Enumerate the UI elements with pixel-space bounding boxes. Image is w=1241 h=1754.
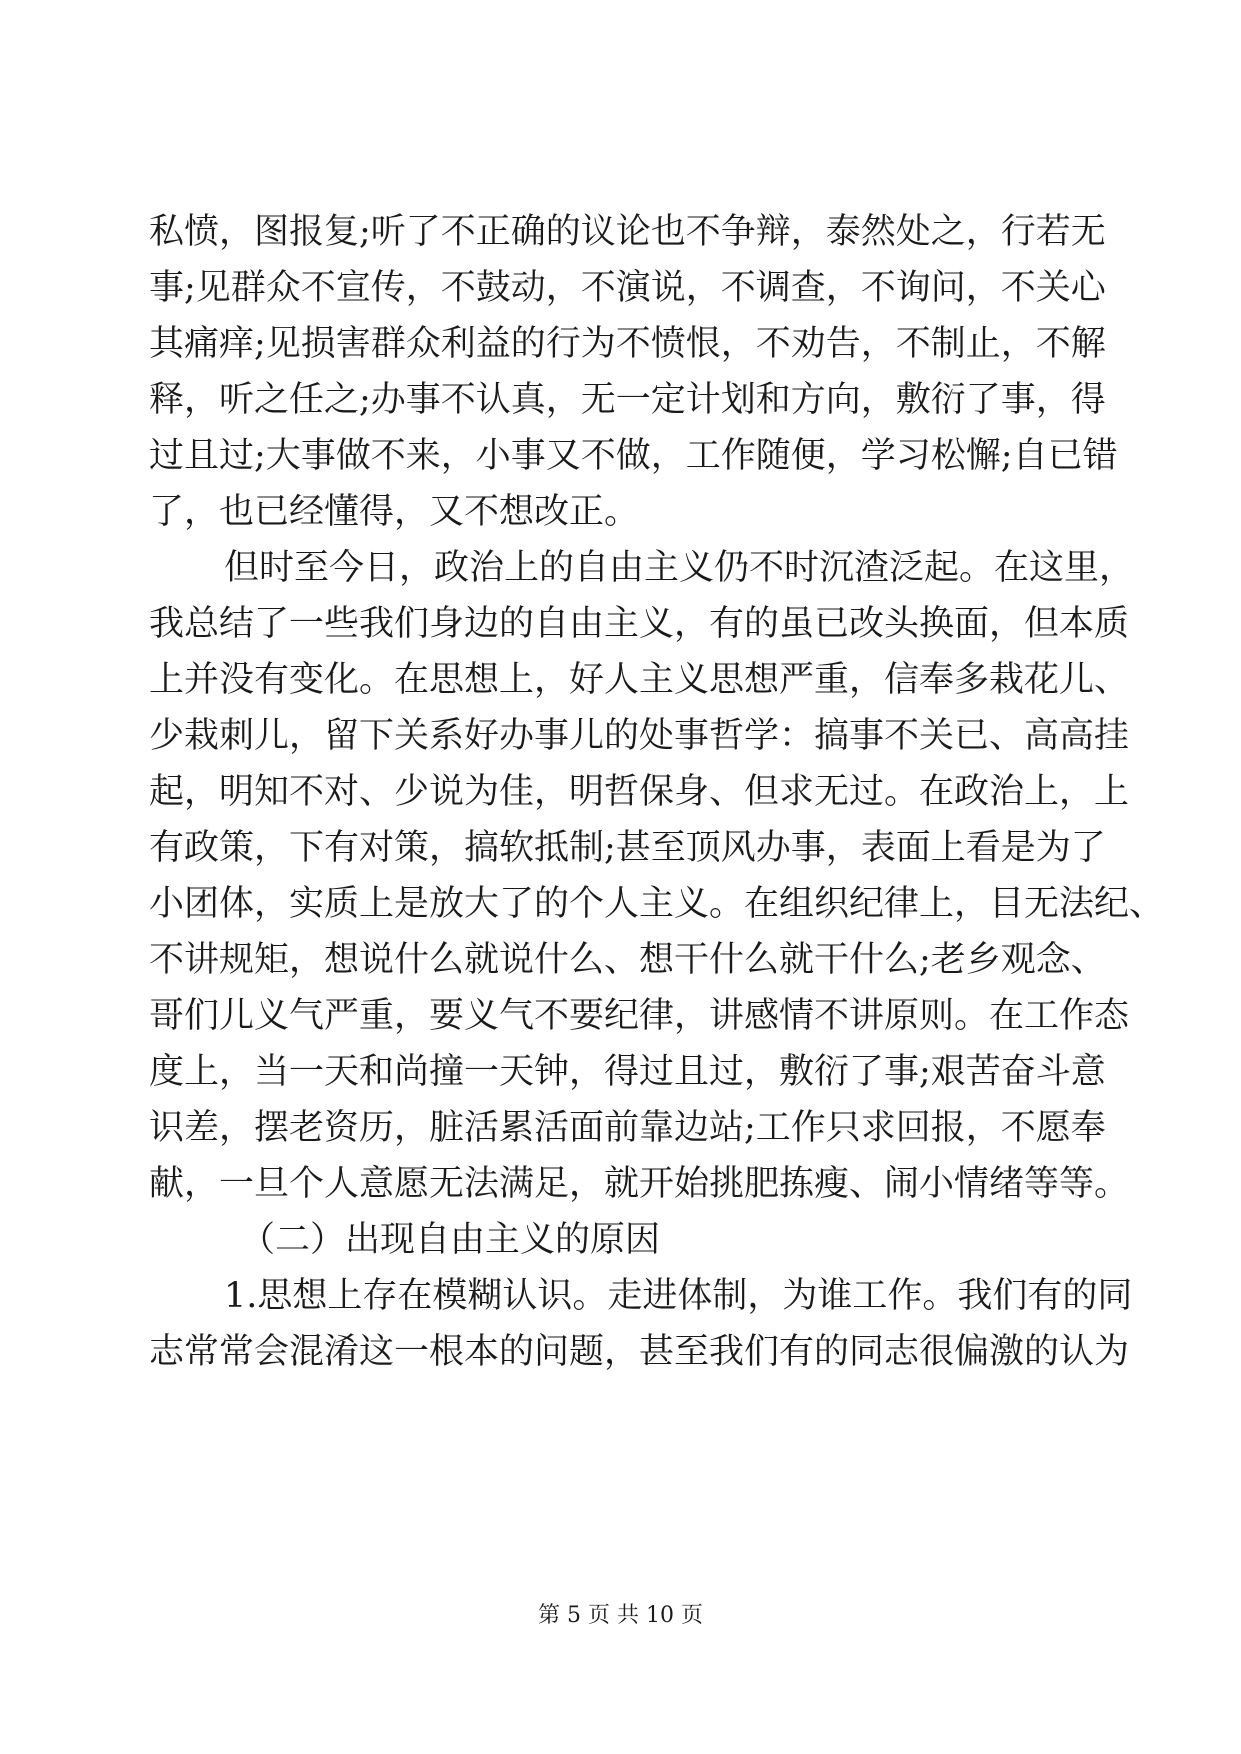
text-line: 哥们儿义气严重，要义气不要纪律，讲感情不讲原则。在工作态 (149, 996, 1130, 1036)
text-line: 过且过;大事做不来，小事又不做，工作随便，学习松懈;自已错 (149, 436, 1118, 476)
text-line: 起，明知不对、少说为佳，明哲保身、但求无过。在政治上，上 (149, 772, 1130, 812)
text-line: 度上，当一天和尚撞一天钟，得过且过，敷衍了事;艰苦奋斗意 (149, 1052, 1106, 1092)
text-line: 少栽刺儿，留下关系好办事儿的处事哲学：搞事不关已、高高挂 (149, 716, 1130, 756)
section-heading: （二）出现自由主义的原因 (240, 1220, 661, 1260)
text-line: 献，一旦个人意愿无法满足，就开始挑肥拣瘦、闹小情绪等等。 (149, 1164, 1130, 1204)
text-line: 志常常会混淆这一根本的问题，甚至我们有的同志很偏激的认为 (149, 1332, 1130, 1372)
text-line: 上并没有变化。在思想上，好人主义思想严重，信奉多栽花儿、 (149, 660, 1130, 700)
page-footer: 第 5 页 共 10 页 (538, 1603, 703, 1628)
text-line: 私愤，图报复;听了不正确的议论也不争辩，泰然处之，行若无 (149, 212, 1106, 252)
text-line: 释，听之任之;办事不认真，无一定计划和方向，敷衍了事，得 (149, 380, 1106, 420)
text-line: 事;见群众不宣传，不鼓动，不演说，不调查，不询问，不关心 (149, 268, 1106, 308)
paragraph-first-line: 但时至今日，政治上的自由主义仍不时沉渣泛起。在这里， (224, 548, 1135, 588)
text-line: 识差，摆老资历，脏活累活面前靠边站;工作只求回报，不愿奉 (149, 1108, 1106, 1148)
text-line: 我总结了一些我们身边的自由主义，有的虽已改头换面，但本质 (149, 604, 1130, 644)
text-line: 不讲规矩，想说什么就说什么、想干什么就干什么;老乡观念、 (149, 940, 1106, 980)
text-line: 其痛痒;见损害群众利益的行为不愤恨，不劝告，不制止，不解 (149, 324, 1106, 364)
paragraph-first-line: 1.思想上存在模糊认识。走进体制，为谁工作。我们有的同 (224, 1276, 1133, 1316)
text-line: 小团体，实质上是放大了的个人主义。在组织纪律上，目无法纪、 (149, 884, 1165, 924)
text-line: 有政策，下有对策，搞软抵制;甚至顶风办事，表面上看是为了 (149, 828, 1106, 868)
text-line: 了，也已经懂得，又不想改正。 (149, 492, 640, 532)
